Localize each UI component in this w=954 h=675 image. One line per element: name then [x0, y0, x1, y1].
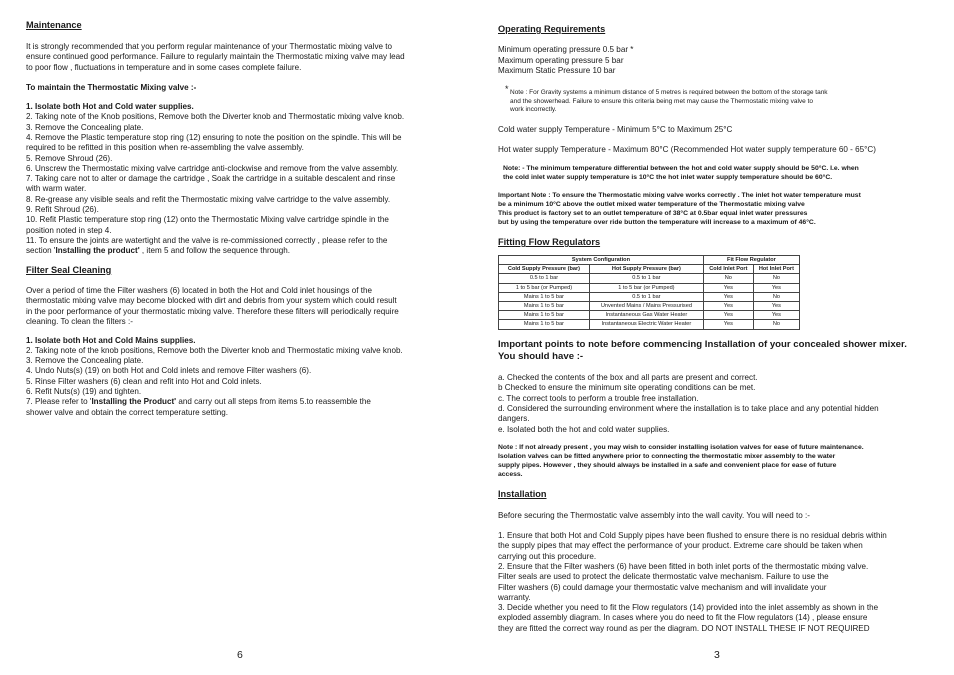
table-row	[499, 274, 800, 283]
table-cell: 0.5 to 1 bar	[589, 274, 703, 283]
text-line: Over a period of time the Filter washers (6) located in both the Hot and Cold inlet housings of the	[26, 286, 372, 295]
list-item: 4. Remove the Plastic temperature stop ring (12) ensuring to note the position on the spindle. This will be	[26, 132, 402, 142]
list-item: dangers.	[498, 414, 530, 424]
text-line: and the showerhead. Failure to ensure this criteria being met may cause the Thermostatic mixing valve to	[510, 97, 814, 105]
text-span: section '	[26, 246, 56, 256]
table-cell: Instantaneous Electric Water Heater	[589, 320, 703, 329]
text-line: ensure continued good performance. Failure to regularly maintain the Thermostatic mixing valve may lead	[26, 52, 405, 62]
table-group-header: System Configuration	[499, 256, 704, 265]
table-cell: Yes	[703, 311, 753, 320]
table-cell: Mains 1 to 5 bar	[499, 301, 590, 310]
list-item: 7. Taking care not to alter or damage the cartridge , Soak the cartridge in a suitable descalent and rinse	[26, 174, 396, 184]
list-item: 11. To ensure the joints are watertight and the valve is re-commissioned correctly , please refer to the	[26, 235, 388, 245]
list-item: 4. Undo Nuts(s) (19) on both Hot and Cold inlets and remove Filter washers (6).	[26, 366, 312, 376]
table-cell: Yes	[753, 301, 799, 310]
text-line: cleaning. To clean the filters :-	[26, 317, 133, 327]
list-item: d. Considered the surrounding environment where the installation is to take place and any potential hidden	[498, 403, 879, 413]
installation-heading: Installation	[498, 489, 547, 499]
text-line: Isolation valves can be fitted anywhere prior to connecting the thermostatic mixer assembly to the water	[498, 453, 836, 460]
list-item: Filter seals are used to protect the delicate thermostatic valve mechanism. Failure to use the	[498, 572, 829, 582]
list-item: 2. Taking note of the knob positions, Remove both the Diverter knob and Thermostatic mixing valve knob.	[26, 345, 403, 355]
table-cell: Yes	[703, 292, 753, 301]
list-item: position noted in step 4.	[26, 225, 112, 235]
table-cell: No	[703, 274, 753, 283]
link-reference: Installing the product'	[55, 246, 140, 256]
text-line: in the poor performance of your thermostatic mixing valve. Therefore these filters will periodically require	[26, 306, 399, 316]
page-number-left: 6	[237, 649, 243, 661]
table-row	[499, 311, 800, 320]
column-header: Cold Supply Pressure (bar)	[499, 265, 590, 274]
filter-heading: Filter Seal Cleaning	[26, 265, 112, 275]
hot-temperature: Hot water supply Temperature - Maximum 80°C (Recommended Hot water supply temperature 60 - 65°C)	[498, 145, 876, 154]
text-line: Maximum operating pressure 5 bar	[498, 55, 624, 65]
page-number-right: 3	[714, 649, 720, 661]
list-item: required to be refitted in this position when re-assembling the valve assembly.	[26, 143, 304, 153]
text-line: Note : If not already present , you may wish to consider installing isolation valves for ease of future maintenance.	[498, 444, 864, 451]
list-item: 1. Isolate both Hot and Cold Mains supplies.	[26, 335, 196, 345]
table-cell: Mains 1 to 5 bar	[499, 320, 590, 329]
text-line: Minimum operating pressure 0.5 bar *	[498, 45, 634, 54]
list-item: e. Isolated both the hot and cold water supplies.	[498, 424, 670, 434]
list-item: a. Checked the contents of the box and all parts are present and correct.	[498, 373, 758, 382]
table-cell: No	[753, 274, 799, 283]
table-cell: 1 to 5 bar (or Pumped)	[589, 283, 703, 292]
list-item: 1. Ensure that both Hot and Cold Supply pipes have been flushed to ensure there is no residual debris within	[498, 531, 887, 540]
list-item: 3. Decide whether you need to fit the Flow regulators (14) provided into the inlet assembly as shown in the	[498, 603, 879, 613]
fitting-heading: Fitting Flow Regulators	[498, 237, 601, 247]
text-span: and carry out all steps from items 5.to reassemble the	[176, 397, 371, 407]
list-item: 9. Refit Shroud (26).	[26, 205, 99, 214]
table-row	[499, 292, 800, 301]
table-cell: 1 to 5 bar (or Pumped)	[499, 283, 590, 292]
table-group-header: Fit Flow Regulator	[703, 256, 799, 265]
list-item: 1. Isolate both Hot and Cold water supplies.	[26, 102, 194, 111]
list-item: c. The correct tools to perform a trouble free installation.	[498, 393, 699, 403]
list-item: 3. Remove the Concealing plate.	[26, 122, 144, 132]
list-item: the supply pipes that may effect the performance of your product. Extreme care should be taken when	[498, 541, 863, 551]
list-item: with warm water.	[26, 184, 87, 194]
cold-temperature: Cold water supply Temperature - Minimum 5°C to Maximum 25°C	[498, 125, 733, 134]
table-row	[499, 320, 800, 329]
text-span: 7. Please refer to '	[26, 397, 92, 407]
text-line: to poor flow , fluctuations in temperature and in some cases complete failure.	[26, 62, 302, 72]
list-item: 5. Remove Shroud (26).	[26, 153, 113, 163]
list-item: warranty.	[498, 592, 531, 602]
maintain-title: To maintain the Thermostatic Mixing valve :-	[26, 83, 197, 92]
table-header-row	[499, 265, 800, 274]
list-item: carrying out this procedure.	[498, 551, 597, 561]
text-line: supply pipes. However , they should always be installed in a safe and convenient place for ease of future	[498, 462, 837, 469]
table-cell: Yes	[753, 283, 799, 292]
text-line: Important Note : To ensure the Thermostatic mixing valve works correctly . The inlet hot water temperature must	[498, 192, 861, 199]
table-cell: Mains 1 to 5 bar	[499, 311, 590, 320]
table-row	[499, 283, 800, 292]
text-line: the cold inlet water supply temperature is 10°C the hot inlet water supply temperature should be 60°C.	[503, 174, 833, 181]
text-line: You should have :-	[498, 351, 584, 362]
text-line: but by using the temperature over ride button the temperature will increase to a maximum of 46°C.	[498, 219, 816, 226]
table-cell: 0.5 to 1 bar	[499, 274, 590, 283]
list-item	[26, 397, 371, 407]
list-item: they are fitted the correct way round as per the diagram. DO NOT INSTALL THESE IF NOT REQUIRED	[498, 623, 870, 633]
text-line: Note: - The minimum temperature differential between the hot and cold water supply should be 50°C. I.e. when	[503, 165, 859, 172]
text-line: be a minimum 10°C above the outlet mixed water temperature of the Thermostatic mixing valve	[498, 201, 805, 208]
text-line: It is strongly recommended that you perform regular maintenance of your Thermostatic mixing valve to	[26, 42, 393, 51]
table-cell: Yes	[703, 301, 753, 310]
table-cell: No	[753, 292, 799, 301]
list-item: 2. Taking note of the Knob positions, Remove both the Diverter knob and Thermostatic mixing valve knob.	[26, 112, 405, 122]
column-header: Cold Inlet Port	[703, 265, 753, 274]
list-item: 6. Refit Nuts(s) (19) and tighten.	[26, 387, 142, 396]
list-item: 2. Ensure that the Filter washers (6) have been fitted in both inlet ports of the thermostatic mixing valve.	[498, 561, 869, 571]
list-item: Filter washers (6) could damage your thermostatic valve mechanism and will invalidate your	[498, 582, 827, 592]
column-header: Hot Supply Pressure (bar)	[589, 265, 703, 274]
text-line: thermostatic mixing valve may become blocked with dirt and debris from your system which could result	[26, 296, 397, 306]
table-cell: Unvented Mains / Mains Pressurised	[589, 301, 703, 310]
table-group-header-row	[499, 256, 800, 265]
text-line: Maximum Static Pressure 10 bar	[498, 66, 616, 75]
text-line: work incorrectly.	[510, 106, 557, 113]
text-span: , item 5 and follow the sequence through.	[139, 246, 290, 256]
list-item: 6. Unscrew the Thermostatic mixing valve cartridge anti-clockwise and remove from the valve assembly.	[26, 163, 399, 173]
table-cell: No	[753, 320, 799, 329]
list-item: b Checked to ensure the minimum site operating conditions can be met.	[498, 383, 756, 393]
list-item: shower valve and obtain the correct temperature setting.	[26, 407, 229, 417]
text-line: access.	[498, 471, 523, 478]
text-line: This product is factory set to an outlet temperature of 38°C at 0.5bar equal inlet water pressures	[498, 210, 808, 217]
list-item: 5. Rinse Filter washers (6) clean and refit into Hot and Cold inlets.	[26, 376, 262, 386]
table-cell: Yes	[753, 311, 799, 320]
operating-heading: Operating Requirements	[498, 24, 606, 34]
text-line: Note : For Gravity systems a minimum distance of 5 metres is required between the bottom of the storage tank	[510, 89, 828, 96]
list-item: exploded assembly diagram. In cases where you do need to fit the Flow regulators (14) , please ensure	[498, 613, 868, 623]
maintenance-heading: Maintenance	[26, 20, 82, 30]
installation-intro: Before securing the Thermostatic valve assembly into the wall cavity. You will need to :-	[498, 511, 810, 520]
list-item: 3. Remove the Concealing plate.	[26, 356, 144, 366]
link-reference: Installing the Product'	[91, 397, 177, 407]
table-row	[499, 301, 800, 310]
table-cell: Yes	[703, 283, 753, 292]
asterisk: *	[505, 84, 509, 94]
table-cell: 0.5 to 1 bar	[589, 292, 703, 301]
column-header: Hot Inlet Port	[753, 265, 799, 274]
list-item: 10. Refit Plastic temperature stop ring (12) onto the Thermostatic Mixing valve cartridge spindle in the	[26, 215, 389, 225]
flow-regulator-table	[498, 255, 800, 330]
list-item: 8. Re-grease any visible seals and refit the Thermostatic mixing valve cartridge to the valve assembly.	[26, 194, 391, 204]
text-line: Important points to note before commencing Installation of your concealed shower mixer.	[498, 339, 907, 350]
table-cell: Yes	[703, 320, 753, 329]
table-cell: Instantaneous Gas Water Heater	[589, 311, 703, 320]
list-item	[26, 246, 290, 256]
table-cell: Mains 1 to 5 bar	[499, 292, 590, 301]
